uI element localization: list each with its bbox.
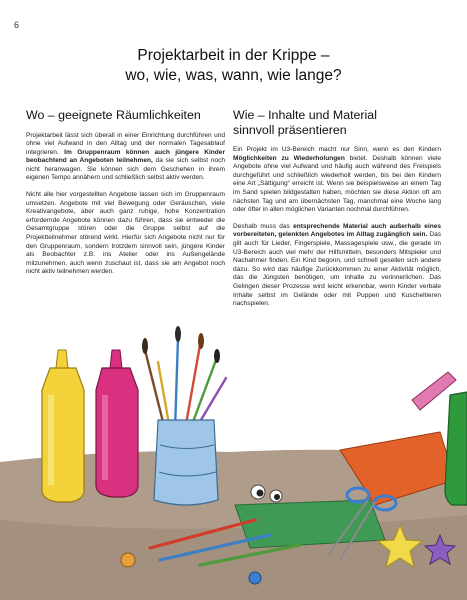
title-line-2: wo, wie, was, wann, wie lange? (125, 67, 342, 84)
left-p1-text-a: Projektarbeit lässt sich überall in einer Einrichtung durchführen und ohne viel Aufwand in den Alltag und der normalen Tagesablauf integrieren. (26, 131, 225, 156)
purple-star (425, 535, 455, 564)
right-p2-bold: entsprechende Material auch außerhalb eines vorbereiteten, gelenkten Angebotes im Alltag zugänglich sein. (233, 222, 441, 239)
right-heading (233, 108, 441, 137)
right-paragraph-1 (233, 146, 441, 215)
left-p1-text-b: da sie sich selbst noch nicht heranwagen. Sie können sich dem Geschehen in ihrem eigenen Tempo annähern und schließlich selbst aktiv werden. (26, 157, 225, 182)
left-paragraph-2: Nicht alle hier vorgestellten Angebote lassen sich im Gruppenraum umsetzen. Angebote mit viel Bewegung oder Geräuschen, viele Kreativangebote, aber auch ganz ruhige, hohe Konzentration erfordernde Angebote können dazu führen, dass sie entweder die Gesamtgruppe stören oder die Gruppe selbst auf die Projektteilnehmer störend wirkt. Hierfür sich Angebote nicht nur für den Gruppenraum, sondern trotzdem sinnvoll sein, jüngere Kinder als Beobachter z.B. ins Atelier oder ins Außengelände mitzunehmen, auch wenn zuschaut ist, dass sie am Angebot noch nicht aktiv teilnehmen werden. (26, 191, 225, 276)
pink-paint-bottle (96, 350, 138, 497)
right-heading-line-1: Wie – Inhalte und Material (233, 108, 377, 122)
right-p1-text-b: bietet. Deshalb können viele Angebote ohne viel Aufwand und häufig auch während des Freispiels durchgeführt und schließlich wiederholt werden, bis bei den Kindern eine Art „Sättigung“ erreicht ist. Wenn sie beispielsweise an einem Tag im Sand spielen bildgestalten haben, möchten sie diese Aktion oft am nächsten Tag und am übernächsten Tag, manchmal eine Woche lang oder öfter in allen möglichen Varianten nochmal durchführen. (233, 154, 441, 214)
green-glue-bottle (445, 392, 467, 505)
right-heading-line-2: sinnvoll präsentieren (233, 122, 347, 137)
colored-pencils (150, 520, 300, 565)
right-p1-bold: Möglichkeiten zu Wiederholungen (233, 154, 345, 162)
googly-eyes (251, 485, 282, 502)
bottle-cap-orange (121, 553, 135, 567)
table-top (0, 450, 467, 600)
right-column (233, 108, 441, 317)
right-p1-text-a: Ein Projekt im U3-Bereich macht nur Sinn, wenn es den Kindern (233, 146, 441, 153)
left-column (26, 108, 225, 285)
left-p1-bold: Im Gruppenraum können auch jüngere Kinder beobachtend an Angeboten teilnehmen, (26, 148, 225, 165)
yellow-glue-bottle (42, 350, 84, 502)
right-p2-text-a: Deshalb muss das (233, 222, 294, 230)
brush-tips (142, 326, 220, 363)
title-line-1: Projektarbeit in der Krippe – (137, 47, 330, 64)
page-title (0, 46, 467, 86)
left-paragraph-1 (26, 132, 225, 184)
right-p2-text-b: Das gilt auch für Lieder, Fingerspiele, Massagespiele usw., die gerade im U3-Bereich auch viel mehr der Hilfsmitteln, besonders Mitspieler und Nachahmer finden. Ein Kind begonn, und schnell gesellen sich andere dazu. So wird das häufige Zurückkommen zu einer Aktivität möglich, das die Jüngsten benötigen, um Inhalte zu verinnerlichen. Das Gelingen dieser Prozesse wird leicht erkennbar, wenn Kinder verbale Inhalte selbst im Gelände oder mit Puppen und Kuscheltieren nachspielen. (233, 231, 442, 308)
pink-paint-tube (412, 372, 456, 410)
page-number: 6 (14, 20, 20, 30)
brush-jar (154, 420, 218, 505)
bottle-cap-blue (249, 572, 261, 584)
orange-paper (340, 432, 455, 505)
yellow-star (378, 525, 422, 567)
left-heading: Wo – geeignete Räumlichkeiten (26, 108, 201, 122)
right-paragraph-2 (233, 223, 441, 309)
green-paper (235, 500, 385, 548)
paint-brushes (145, 338, 226, 430)
blue-scissors (328, 488, 396, 560)
table-shadow (0, 515, 467, 600)
